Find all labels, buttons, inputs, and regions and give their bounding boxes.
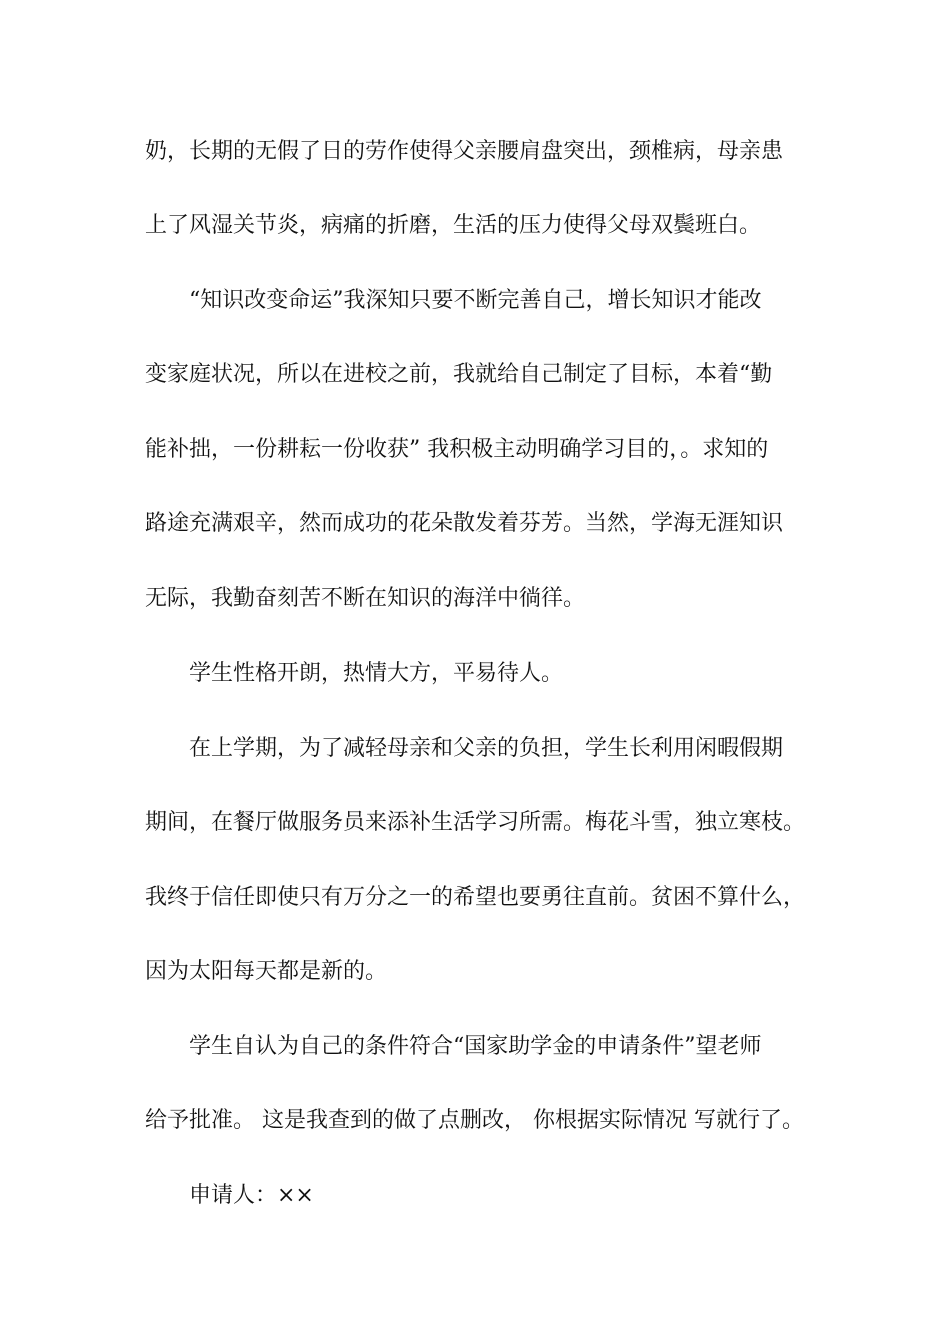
text-line: 我终于信任即使只有万分之一的希望也要勇往直前。贫困不算什么， [145, 885, 806, 910]
text-line: 变家庭状况，所以在进校之前，我就给自己制定了目标，本着“勤 [145, 362, 773, 387]
text-line: 期间，在餐厅做服务员来添补生活学习所需。梅花斗雪，独立寒枝。 [145, 810, 806, 835]
applicant-signature-line: 申请人：×× [189, 1183, 314, 1208]
paragraph-start: 学生性格开朗，热情大方，平易待人。 [189, 661, 564, 686]
text-line: 能补拙，一份耕耘一份收获” 我积极主动明确学习目的，。求知的 [145, 437, 769, 462]
text-line: 给予批准。 这是我查到的做了点删改， 你根据实际情况 写就行了。 [145, 1108, 804, 1133]
paragraph-start: 在上学期，为了减轻母亲和父亲的负担，学生长利用闲暇假期 [189, 736, 784, 761]
text-line: 奶，长期的无假了日的劳作使得父亲腰肩盘突出，颈椎病，母亲患 [145, 139, 784, 164]
paragraph-start: “知识改变命运”我深知只要不断完善自己，增长知识才能改 [189, 288, 762, 313]
text-line: 路途充满艰辛，然而成功的花朵散发着芬芳。当然，学海无涯知识 [145, 511, 784, 536]
text-line: 因为太阳每天都是新的。 [145, 959, 388, 984]
text-line: 无际，我勤奋刻苦不断在知识的海洋中徜徉。 [145, 586, 586, 611]
paragraph-start: 学生自认为自己的条件符合“国家助学金的申请条件”望老师 [189, 1034, 762, 1059]
text-line: 上了风湿关节炎，病痛的折磨，生活的压力使得父母双鬓班白。 [145, 213, 762, 238]
